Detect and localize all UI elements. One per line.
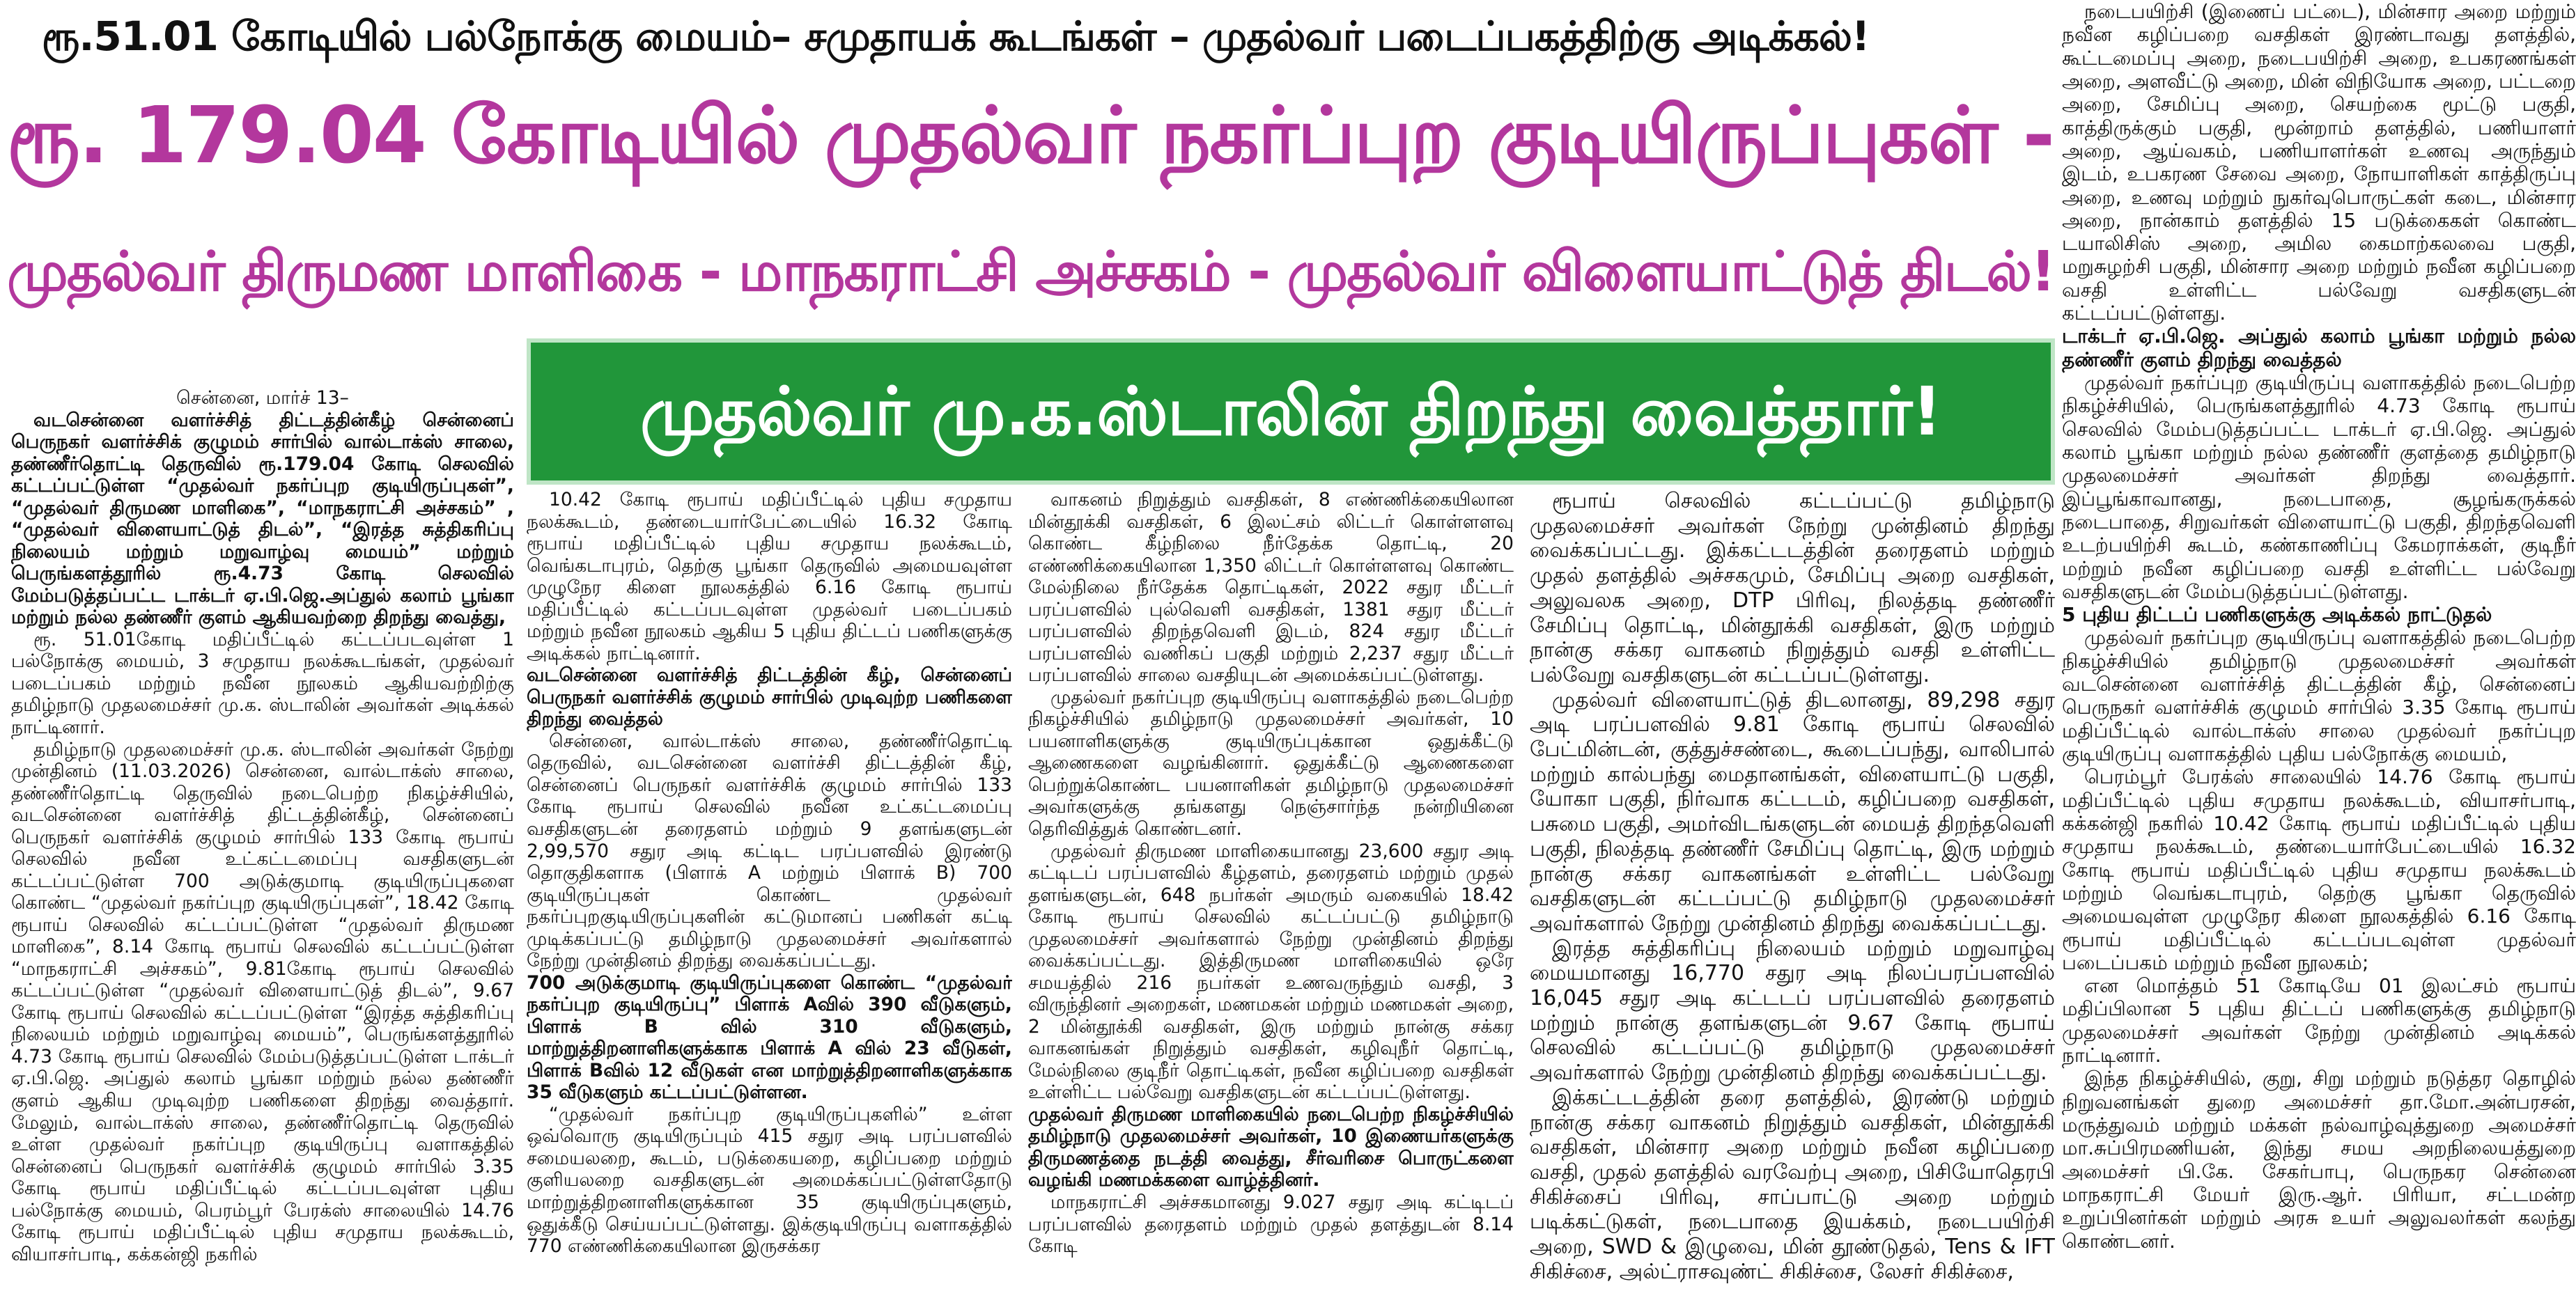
top-headline: ரூ.51.01 கோடியில் பல்நோக்கு மையம்– சமுதாயக் கூடங்கள் – முதல்வர் படைப்பகத்திற்கு அடிக்கல்! — [42, 13, 1870, 60]
paragraph: என மொத்தம் 51 கோடியே 01 இலட்சம் ரூபாய் மதிப்பிலான 5 புதிய திட்டப் பணிகளுக்கு தமிழ்நாடு முதலமைச்சர் அவர்கள் நேற்று முன்தினம் அடிக்கல் நாட்டினார். — [2062, 974, 2576, 1067]
article-column-4 — [1530, 489, 2055, 1287]
subheading: 700 அடுக்குமாடி குடியிருப்புகளை கொண்ட “முதல்வர் நகர்ப்புற குடியிருப்பு” பிளாக் Aவில் 390 வீடுகளும், பிளாக் B வில் 310 வீடுகளும், மாற்றுத்திறனாளிகளுக்காக பிளாக் A வில் 23 வீடுகள், பிளாக் Bவில் 12 வீடுகள் என மாற்றுத்திறனாளிகளுக்காக 35 வீடுகளும் கட்டப்பட்டுள்ளன. — [527, 971, 1012, 1104]
paragraph: சென்னை, வால்டாக்ஸ் சாலை, தண்ணீர்தொட்டி தெருவில், வடசென்னை வளர்ச்சி திட்டத்தின் கீழ், சென்னைப் பெருநகர் வளர்ச்சிக் குழுமம் சார்பில் 133 கோடி ரூபாய் செலவில் நவீன உட்கட்டமைப்பு வசதிகளுடன் தரைதளம் மற்றும் 9 தளங்களுடன் 2,99,570 சதுர அடி கட்டிட பரப்பளவில் இரண்டு தொகுதிகளாக (பிளாக் A மற்றும் பிளாக் B) 700 குடியிருப்புகள் கொண்ட முதல்வர் நகர்ப்புறகுடியிருப்புகளின் கட்டுமானப் பணிகள் கட்டி முடிக்கப்பட்டு தமிழ்நாடு முதலமைச்சர் அவர்களால் நேற்று முன்தினம் திறந்து வைக்கப்பட்டது. — [527, 730, 1012, 972]
paragraph: மாநகராட்சி அச்சகமானது 9.027 சதுர அடி கட்டிடப் பரப்பளவில் தரைதளம் மற்றும் முதல் தளத்துடன் 8.14 கோடி — [1028, 1191, 1514, 1258]
paragraph: “முதல்வர் நகர்ப்புற குடியிருப்புகளில்” உள்ள ஒவ்வொரு குடியிருப்பும் 415 சதுர அடி பரப்பளவில் சமையலறை, கூடம், படுக்கையறை, கழிப்பறை மற்றும் குளியலறை வசதிகளுடன் அமைக்கப்பட்டுள்ளதோடு மாற்றுத்திறனாளிகளுக்கான 35 குடியிருப்புகளும், ஒதுக்கீடு செய்யப்பட்டுள்ளது. இக்குடியிருப்பு வளாகத்தில் 770 எண்ணிக்கையிலான இருசக்கர — [527, 1103, 1012, 1258]
subheading: டாக்டர் ஏ.பி.ஜெ. அப்துல் கலாம் பூங்கா மற்றும் நல்ல தண்ணீர் குளம் திறந்து வைத்தல் — [2062, 324, 2576, 371]
paragraph: இக்கட்டடத்தின் தரை தளத்தில், இரண்டு மற்றும் நான்கு சக்கர வாகனம் நிறுத்தும் வசதிகள், மின்தூக்கி வசதிகள், மின்சார அறை மற்றும் நவீன கழிப்பறை வசதி, முதல் தளத்தில் வரவேற்பு அறை, பிசியோதெரபி சிகிச்சைப் பிரிவு, சாப்பாட்டு அறை மற்றும் படிக்கட்டுகள், நடைபாதை இயக்கம், நடைபயிற்சி அறை, SWD & இழுவை, மின் தூண்டுதல், Tens & IFT சிகிச்சை, அல்ட்ராசவுண்ட் சிகிச்சை, லேசர் சிகிச்சை, — [1530, 1085, 2055, 1284]
article-column-3 — [1028, 489, 1514, 1287]
article-column-1 — [11, 387, 514, 1287]
subheading: 5 புதிய திட்டப் பணிகளுக்கு அடிக்கல் நாட்டுதல் — [2062, 603, 2492, 627]
banner-text: முதல்வர் மு.க.ஸ்டாலின் திறந்து வைத்தார்! — [639, 373, 1942, 451]
green-banner — [527, 338, 2055, 485]
main-headline-line1: ரூ. 179.04 கோடியில் முதல்வர் நகர்ப்புற குடியிருப்புகள் - — [7, 91, 2054, 181]
paragraph: தமிழ்நாடு முதலமைச்சர் மு.க. ஸ்டாலின் அவர்கள் நேற்று முன்தினம் (11.03.2026) சென்னை, வால்டாக்ஸ் சாலை, தண்ணீர்தொட்டி தெருவில் நடைபெற்ற நிகழ்ச்சியில், வடசென்னை வளர்ச்சித் திட்டத்தின்கீழ், சென்னைப் பெருநகர் வளர்ச்சிக் குழுமம் சார்பில் 133 கோடி ரூபாய் செலவில் நவீன உட்கட்டமைப்பு வசதிகளுடன் கட்டப்பட்டுள்ள 700 அடுக்குமாடி குடியிருப்புகளை கொண்ட “முதல்வர் நகர்ப்புற குடியிருப்புகள்”, 18.42 கோடி ரூபாய் செலவில் கட்டப்பட்டுள்ள “முதல்வர் திருமண மாளிகை”, 8.14 கோடி ரூபாய் செலவில் கட்டப்பட்டுள்ள “மாநகராட்சி அச்சகம்”, 9.81கோடி ரூபாய் செலவில் கட்டப்பட்டுள்ள “முதல்வர் விளையாட்டுத் திடல்”, 9.67 கோடி ரூபாய் செலவில் கட்டப்பட்டுள்ள “இரத்த சுத்திகரிப்பு நிலையம் மற்றும் மறுவாழ்வு மையம்”, பெருங்களத்தூரில் 4.73 கோடி ரூபாய் செலவில் மேம்படுத்தப்பட்டுள்ள டாக்டர் ஏ.பி.ஜெ. அப்துல் கலாம் பூங்கா மற்றும் நல்ல தண்ணீர் குளம் ஆகிய முடிவுற்ற பணிகளை திறந்து வைத்தார். மேலும், வால்டாக்ஸ் சாலை, தண்ணீர்தொட்டி தெருவில் உள்ள முதல்வர் நகர்ப்புற குடியிருப்பு வளாகத்தில் சென்னைப் பெருநகர் வளர்ச்சிக் குழுமம் சார்பில் 3.35 கோடி ரூபாய் மதிப்பீட்டில் கட்டப்படவுள்ள புதிய பல்நோக்கு மையம், பெரம்பூர் பேரக்ஸ் சாலையில் 14.76 கோடி ரூபாய் மதிப்பீட்டில் புதிய சமுதாய நலக்கூடம், வியாசர்பாடி, கக்கன்ஜி நகரில் — [11, 738, 514, 1265]
subheading: முதல்வர் திருமண மாளிகையில் நடைபெற்ற நிகழ்ச்சியில் தமிழ்நாடு முதலமைச்சர் அவர்கள், 10 இணையர்களுக்கு திருமணத்தை நடத்தி வைத்து, சீர்வரிசை பொருட்களை வழங்கி மணமக்களை வாழ்த்தினர். — [1028, 1103, 1514, 1191]
lead-paragraph: வடசென்னை வளர்ச்சித் திட்டத்தின்கீழ் சென்னைப் பெருநகர் வளர்ச்சிக் குழுமம் சார்பில் வால்டாக்ஸ் சாலை, தண்ணீர்தொட்டி தெருவில் ரூ.179.04 கோடி செலவில் கட்டப்பட்டுள்ள “முதல்வர் நகர்ப்புற குடியிருப்புகள்”, “முதல்வர் திருமண மாளிகை”, “மாநகராட்சி அச்சகம்” , “முதல்வர் விளையாட்டுத் திடல்”, “இரத்த சுத்திகரிப்பு நிலையம் மற்றும் மறுவாழ்வு மையம்” மற்றும் பெருங்களத்தூரில் ரூ.4.73 கோடி செலவில் மேம்படுத்தப்பட்ட டாக்டர் ஏ.பி.ஜெ.அப்துல் கலாம் பூங்கா மற்றும் நல்ல தண்ணீர் குளம் ஆகியவற்றை திறந்து வைத்து, — [11, 409, 514, 629]
paragraph: இரத்த சுத்திகரிப்பு நிலையம் மற்றும் மறுவாழ்வு மையமானது 16,770 சதுர அடி நிலப்பரப்பளவில் 16,045 சதுர அடி கட்டடப் பரப்பளவில் தரைதளம் மற்றும் நான்கு தளங்களுடன் 9.67 கோடி ரூபாய் செலவில் கட்டப்பட்டு தமிழ்நாடு முதலமைச்சர் அவர்களால் நேற்று முன்தினம் திறந்து வைக்கப்பட்டது. — [1530, 936, 2055, 1086]
paragraph: வாகனம் நிறுத்தும் வசதிகள், 8 எண்ணிக்கையிலான மின்தூக்கி வசதிகள், 6 இலட்சம் லிட்டர் கொள்ளளவு கொண்ட கீழ்நிலை நீர்தேக்க தொட்டி, 20 எண்ணிக்கையிலான 1,350 லிட்டர் கொள்ளளவு கொண்ட மேல்நிலை நீர்தேக்க தொட்டிகள், 2022 சதுர மீட்டர் பரப்பளவில் புல்வெளி வசதிகள், 1381 சதுர மீட்டர் பரப்பளவில் திறந்தவெளி இடம், 824 சதுர மீட்டர் பரப்பளவில் வணிகப் பகுதி மற்றும் 2,237 சதுர மீட்டர் பரப்பளவில் சாலை வசதியுடன் அமைக்கப்பட்டுள்ளது. — [1028, 489, 1514, 687]
paragraph: முதல்வர் நகர்ப்புற குடியிருப்பு வளாகத்தில் நடைபெற்ற நிகழ்ச்சியில், பெருங்களத்தூரில் 4.73 கோடி ரூபாய் செலவில் மேம்படுத்தப்பட்ட டாக்டர் ஏ.பி.ஜெ. அப்துல் கலாம் பூங்கா மற்றும் நல்ல தண்ணீர் குளத்தை தமிழ்நாடு முதலமைச்சர் அவர்கள் திறந்து வைத்தார். இப்பூங்காவானது, நடைபாதை, சூழங்கருக்கல் நடைபாதை, சிறுவர்கள் விளையாட்டு பகுதி, திறந்தவெளி உடற்பயிற்சி கூடம், கண்காணிப்பு கேமராக்கள், குடிநீர் மற்றும் நவீன கழிப்பறை வசதி உள்ளிட்ட பல்வேறு வசதிகளுடன் மேம்படுத்தப்பட்டுள்ளது. — [2062, 371, 2576, 603]
paragraph: முதல்வர் திருமண மாளிகையானது 23,600 சதுர அடி கட்டிடப் பரப்பளவில் கீழ்தளம், தரைதளம் மற்றும் முதல் தளங்களுடன், 648 நபர்கள் அமரும் வகையில் 18.42 கோடி ரூபாய் செலவில் கட்டப்பட்டு தமிழ்நாடு முதலமைச்சர் அவர்களால் நேற்று முன்தினம் திறந்து வைக்கப்பட்டது. இத்திருமண மாளிகையில் ஒரே சமயத்தில் 216 நபர்கள் உணவருந்தும் வசதி, 3 விருந்தினர் அறைகள், மணமகன் மற்றும் மணமகள் அறை, 2 மின்தூக்கி வசதிகள், இரு மற்றும் நான்கு சக்கர வாகனங்கள் நிறுத்தும் வசதிகள், கழிவுநீர் தொட்டி, மேல்நிலை குடிநீர் தொட்டிகள், நவீன கழிப்பறை வசதிகள் உள்ளிட்ட பல்வேறு வசதிகளுடன் கட்டப்பட்டுள்ளது. — [1028, 840, 1514, 1104]
dateline: சென்னை, மார்ச் 13– — [176, 387, 349, 409]
article-column-5 — [2062, 0, 2576, 1291]
subheading: வடசென்னை வளர்ச்சித் திட்டத்தின் கீழ், சென்னைப் பெருநகர் வளர்ச்சிக் குழுமம் சார்பில் முடிவுற்ற பணிகளை திறந்து வைத்தல் — [527, 664, 1012, 730]
paragraph: 10.42 கோடி ரூபாய் மதிப்பீட்டில் புதிய சமுதாய நலக்கூடம், தண்டையார்பேட்டையில் 16.32 கோடி ரூபாய் மதிப்பீட்டில் புதிய சமுதாய நலக்கூடம், வெங்கடாபுரம், தெற்கு பூங்கா தெருவில் அமையவுள்ள முழுநேர கிளை நூலகத்தில் 6.16 கோடி ரூபாய் மதிப்பீட்டில் கட்டப்படவுள்ள முதல்வர் படைப்பகம் மற்றும் நவீன நூலகம் ஆகிய 5 புதிய திட்டப் பணிகளுக்கு அடிக்கல் நாட்டினார். — [527, 489, 1012, 664]
paragraph: ரூபாய் செலவில் கட்டப்பட்டு தமிழ்நாடு முதலமைச்சர் அவர்கள் நேற்று முன்தினம் திறந்து வைக்கப்பட்டது. இக்கட்டடத்தின் தரைதளம் மற்றும் முதல் தளத்தில் அச்சகமும், சேமிப்பு அறை வசதிகள், அலுவலக அறை, DTP பிரிவு, நிலத்தடி தண்ணீர் சேமிப்பு தொட்டி, மின்தூக்கி வசதிகள், இரு மற்றும் நான்கு சக்கர வாகனம் நிறுத்தும் வசதி உள்ளிட்ட பல்வேறு வசதிகளுடன் கட்டப்பட்டுள்ளது. — [1530, 489, 2055, 687]
main-headline-line2: முதல்வர் திருமண மாளிகை - மாநகராட்சி அச்சகம் - முதல்வர் விளையாட்டுத் திடல்! — [7, 240, 2055, 304]
paragraph: முதல்வர் நகர்ப்புற குடியிருப்பு வளாகத்தில் நடைபெற்ற நிகழ்ச்சியில் தமிழ்நாடு முதலமைச்சர் அவர்கள் வடசென்னை வளர்ச்சித் திட்டத்தின் கீழ், சென்னைப் பெருநகர் வளர்ச்சிக் குழுமம் சார்பில் 3.35 கோடி ரூபாய் மதிப்பீட்டில் வால்டாக்ஸ் சாலை முதல்வர் நகர்ப்புற குடியிருப்பு வளாகத்தில் புதிய பல்நோக்கு மையம், — [2062, 626, 2576, 765]
paragraph: இந்த நிகழ்ச்சியில், குறு, சிறு மற்றும் நடுத்தர தொழில் நிறுவனங்கள் துறை அமைச்சர் தா.மோ.அன்பரசன், மருத்துவம் மற்றும் மக்கள் நல்வாழ்வுத்துறை அமைச்சர் மா.சுப்பிரமணியன், இந்து சமய அறநிலையத்துறை அமைச்சர் பி.கே. சேகர்பாபு, பெருநகர சென்னை மாநகராட்சி மேயர் இரு.ஆர். பிரியா, சட்டமன்ற உறுப்பினர்கள் மற்றும் அரசு உயர் அலுவலர்கள் கலந்து கொண்டனர். — [2062, 1067, 2576, 1253]
paragraph: முதல்வர் நகர்ப்புற குடியிருப்பு வளாகத்தில் நடைபெற்ற நிகழ்ச்சியில் தமிழ்நாடு முதலமைச்சர் அவர்கள், 10 பயனாளிகளுக்கு குடியிருப்புக்கான ஒதுக்கீட்டு ஆணைகளை வழங்கினார். ஒதுக்கீட்டு ஆணைகளை பெற்றுக்கொண்ட பயனாளிகள் தமிழ்நாடு முதலமைச்சர் அவர்களுக்கு தங்களது நெஞ்சார்ந்த நன்றியினை தெரிவித்துக் கொண்டனர். — [1028, 686, 1514, 840]
paragraph: பெரம்பூர் பேரக்ஸ் சாலையில் 14.76 கோடி ரூபாய் மதிப்பீட்டில் புதிய சமுதாய நலக்கூடம், வியாசர்பாடி, கக்கன்ஜி நகரில் 10.42 கோடி ரூபாய் மதிப்பீட்டில் புதிய சமுதாய நலக்கூடம், தண்டையார்பேட்டையில் 16.32 கோடி ரூபாய் மதிப்பீட்டில் புதிய சமுதாய நலக்கூடம் மற்றும் வெங்கடாபுரம், தெற்கு பூங்கா தெருவில் அமையவுள்ள முழுநேர கிளை நூலகத்தில் 6.16 கோடி ரூபாய் மதிப்பீட்டில் கட்டப்படவுள்ள முதல்வர் படைப்பகம் மற்றும் நவீன நூலகம்; — [2062, 765, 2576, 974]
paragraph: ரூ. 51.01கோடி மதிப்பீட்டில் கட்டப்படவுள்ள 1 பல்நோக்கு மையம், 3 சமுதாய நலக்கூடங்கள், முதல்வர் படைப்பகம் மற்றும் நவீன நூலகம் ஆகியவற்றிற்கு தமிழ்நாடு முதலமைச்சர் மு.க. ஸ்டாலின் அவர்கள் அடிக்கல் நாட்டினார். — [11, 628, 514, 738]
paragraph: முதல்வர் விளையாட்டுத் திடலானது, 89,298 சதுர அடி பரப்பளவில் 9.81 கோடி ரூபாய் செலவில் பேட்மின்டன், குத்துச்சண்டை, கூடைப்பந்து, வாலிபால் மற்றும் கால்பந்து மைதானங்கள், விளையாட்டு பகுதி, யோகா பகுதி, நிர்வாக கட்டடம், கழிப்பறை வசதிகள், பசுமை பகுதி, அமர்விடங்களுடன் மையத் திறந்தவெளி பகுதி, நிலத்தடி தண்ணீர் சேமிப்பு தொட்டி, இரு மற்றும் நான்கு சக்கர வாகனங்கள் உள்ளிட்ட பல்வேறு வசதிகளுடன் கட்டப்பட்டு தமிழ்நாடு முதலமைச்சர் அவர்களால் நேற்று முன்தினம் திறந்து வைக்கப்பட்டது. — [1530, 687, 2055, 936]
article-column-2 — [527, 489, 1012, 1287]
paragraph: நடைபயிற்சி (இணைப் பட்டை), மின்சார அறை மற்றும் நவீன கழிப்பறை வசதிகள் இரண்டாவது தளத்தில், கூட்டமைப்பு அறை, நடைபயிற்சி அறை, உபகரணங்கள் அறை, அளவீட்டு அறை, மின் விநியோக அறை, பட்டறை அறை, சேமிப்பு அறை, செயற்கை மூட்டு பகுதி, காத்திருக்கும் பகுதி, மூன்றாம் தளத்தில், பணியாளர் அறை, ஆய்வகம், பணியாளர்கள் உணவு அருந்தும் இடம், உபகரண சேவை அறை, நோயாளிகள் காத்திருப்பு அறை, உணவு மற்றும் நுகர்வுபொருட்கள் கடை, மின்சார அறை, நான்காம் தளத்தில் 15 படுக்கைகள் கொண்ட டயாலிசிஸ் அறை, அமில கைமாற்கலவை பகுதி, மறுசுழற்சி பகுதி, மின்சார அறை மற்றும் நவீன கழிப்பறை வசதி உள்ளிட்ட பல்வேறு வசதிகளுடன் கட்டப்பட்டுள்ளது. — [2062, 0, 2576, 325]
